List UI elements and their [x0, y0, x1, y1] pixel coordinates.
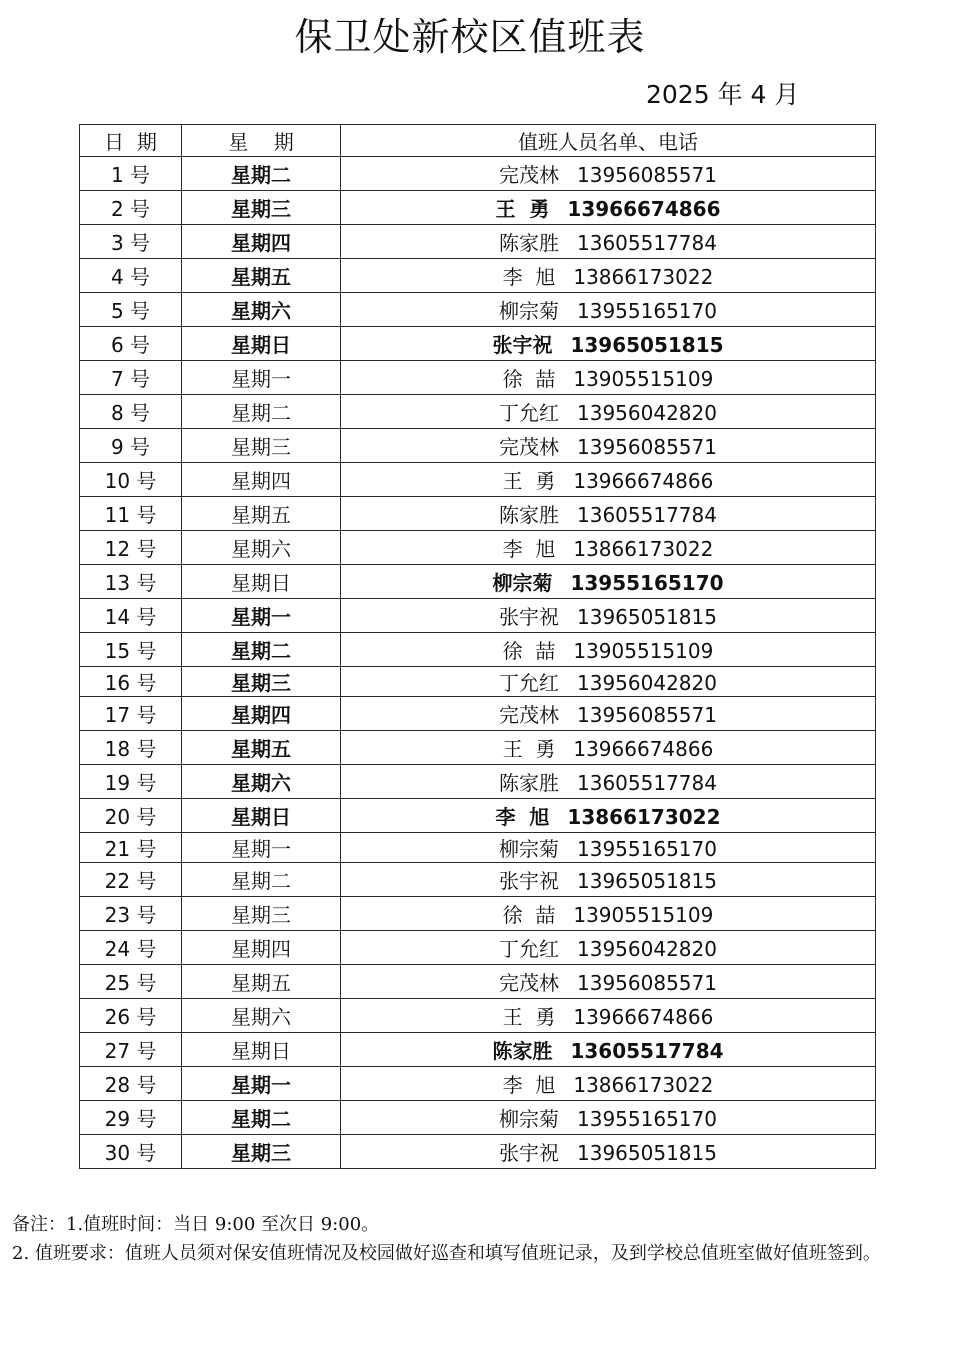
staff-name: 柳宗菊: [499, 837, 559, 861]
cell-duty-staff: [341, 361, 876, 395]
staff-phone: 13605517784: [570, 1039, 724, 1063]
cell-weekday: 星期五: [182, 731, 341, 765]
table-row: [80, 833, 876, 863]
table-row: [80, 361, 876, 395]
table-row: [80, 1067, 876, 1101]
cell-duty-staff: [341, 531, 876, 565]
cell-day: 24 号: [80, 931, 182, 965]
staff-phone: 13866173022: [573, 265, 714, 289]
staff-name: 丁允红: [499, 671, 559, 695]
cell-weekday: 星期三: [182, 429, 341, 463]
table-row: [80, 531, 876, 565]
table-row: [80, 395, 876, 429]
cell-weekday: 星期六: [182, 765, 341, 799]
cell-weekday: 星期三: [182, 897, 341, 931]
staff-phone: 13955165170: [577, 299, 717, 323]
table-row: [80, 565, 876, 599]
cell-day: 12 号: [80, 531, 182, 565]
cell-weekday: 星期六: [182, 293, 341, 327]
cell-weekday: 星期二: [182, 1101, 341, 1135]
staff-phone: 13966674866: [573, 469, 714, 493]
staff-name: 王 勇: [502, 737, 556, 761]
cell-weekday: 星期五: [182, 497, 341, 531]
cell-day: 29 号: [80, 1101, 182, 1135]
cell-duty-staff: [341, 497, 876, 531]
cell-day: 11 号: [80, 497, 182, 531]
cell-weekday: 星期三: [182, 1135, 341, 1169]
staff-name: 张宇祝: [499, 1141, 559, 1165]
cell-duty-staff: [341, 429, 876, 463]
schedule-month: 2025 年 4 月: [646, 80, 800, 109]
staff-name: 王 勇: [502, 469, 556, 493]
cell-duty-staff: [341, 293, 876, 327]
cell-duty-staff: [341, 157, 876, 191]
cell-duty-staff: [341, 633, 876, 667]
table-row: [80, 667, 876, 697]
staff-name: 张宇祝: [499, 605, 559, 629]
cell-weekday: 星期五: [182, 965, 341, 999]
staff-name: 李 旭: [502, 537, 556, 561]
cell-day: 1 号: [80, 157, 182, 191]
cell-weekday: 星期日: [182, 799, 341, 833]
cell-weekday: 星期一: [182, 599, 341, 633]
staff-phone: 13956085571: [577, 163, 717, 187]
cell-duty-staff: [341, 833, 876, 863]
cell-day: 15 号: [80, 633, 182, 667]
remarks: [12, 1210, 960, 1268]
cell-weekday: 星期三: [182, 191, 341, 225]
cell-duty-staff: [341, 965, 876, 999]
table-row: [80, 157, 876, 191]
cell-weekday: 星期二: [182, 395, 341, 429]
staff-name: 徐 喆: [502, 639, 556, 663]
table-row: [80, 765, 876, 799]
staff-phone: 13956042820: [577, 401, 717, 425]
staff-name: 李 旭: [495, 805, 550, 829]
cell-day: 7 号: [80, 361, 182, 395]
staff-phone: 13966674866: [573, 737, 714, 761]
cell-weekday: 星期三: [182, 667, 341, 697]
staff-phone: 13605517784: [577, 771, 717, 795]
cell-day: 6 号: [80, 327, 182, 361]
table-row: [80, 259, 876, 293]
staff-phone: 13866173022: [573, 537, 714, 561]
cell-day: 27 号: [80, 1033, 182, 1067]
staff-name: 陈家胜: [499, 231, 559, 255]
cell-weekday: 星期六: [182, 999, 341, 1033]
staff-phone: 13866173022: [567, 805, 721, 829]
cell-weekday: 星期一: [182, 361, 341, 395]
staff-phone: 13955165170: [577, 1107, 717, 1131]
staff-name: 丁允红: [499, 401, 559, 425]
staff-phone: 13965051815: [570, 333, 724, 357]
header-date: 日 期: [80, 125, 182, 157]
staff-name: 徐 喆: [502, 367, 556, 391]
staff-name: 柳宗菊: [499, 1107, 559, 1131]
staff-name: 李 旭: [502, 1073, 556, 1097]
staff-name: 王 勇: [495, 197, 550, 221]
table-row: [80, 1033, 876, 1067]
table-header-row: [80, 125, 876, 157]
cell-duty-staff: [341, 999, 876, 1033]
staff-phone: 13965051815: [577, 605, 717, 629]
cell-duty-staff: [341, 259, 876, 293]
cell-duty-staff: [341, 799, 876, 833]
cell-duty-staff: [341, 731, 876, 765]
staff-name: 柳宗菊: [492, 571, 553, 595]
cell-weekday: 星期四: [182, 225, 341, 259]
staff-phone: 13966674866: [573, 1005, 714, 1029]
cell-weekday: 星期日: [182, 1033, 341, 1067]
cell-duty-staff: [341, 1101, 876, 1135]
table-row: [80, 965, 876, 999]
staff-name: 陈家胜: [492, 1039, 553, 1063]
cell-weekday: 星期二: [182, 157, 341, 191]
staff-phone: 13955165170: [570, 571, 724, 595]
cell-day: 4 号: [80, 259, 182, 293]
staff-name: 陈家胜: [499, 503, 559, 527]
cell-day: 18 号: [80, 731, 182, 765]
cell-duty-staff: [341, 765, 876, 799]
staff-phone: 13956042820: [577, 671, 717, 695]
table-row: [80, 863, 876, 897]
cell-day: 22 号: [80, 863, 182, 897]
remark-duty-time: 备注：1.值班时间：当日 9:00 至次日 9:00。: [12, 1214, 380, 1235]
staff-phone: 13965051815: [577, 869, 717, 893]
staff-name: 丁允红: [499, 937, 559, 961]
cell-day: 3 号: [80, 225, 182, 259]
cell-weekday: 星期一: [182, 833, 341, 863]
cell-weekday: 星期四: [182, 463, 341, 497]
cell-duty-staff: [341, 565, 876, 599]
staff-phone: 13605517784: [577, 231, 717, 255]
page-title: 保卫处新校区值班表: [294, 15, 646, 59]
remark-duty-requirement: 2. 值班要求：值班人员须对保安值班情况及校园做好巡查和填写值班记录，及到学校总值班室做好值班签到。: [12, 1243, 881, 1264]
cell-weekday: 星期二: [182, 863, 341, 897]
staff-phone: 13956085571: [577, 971, 717, 995]
duty-roster-table: [79, 124, 876, 1169]
cell-duty-staff: [341, 667, 876, 697]
staff-phone: 13866173022: [573, 1073, 714, 1097]
cell-day: 8 号: [80, 395, 182, 429]
cell-duty-staff: [341, 863, 876, 897]
cell-duty-staff: [341, 191, 876, 225]
staff-phone: 13965051815: [577, 1141, 717, 1165]
cell-duty-staff: [341, 395, 876, 429]
staff-name: 完茂林: [499, 435, 559, 459]
staff-name: 完茂林: [499, 703, 559, 727]
header-weekday: 星 期: [182, 125, 341, 157]
staff-phone: 13905515109: [573, 903, 714, 927]
table-row: [80, 191, 876, 225]
cell-day: 17 号: [80, 697, 182, 731]
cell-duty-staff: [341, 599, 876, 633]
cell-day: 28 号: [80, 1067, 182, 1101]
cell-duty-staff: [341, 1135, 876, 1169]
cell-duty-staff: [341, 897, 876, 931]
header-duty-staff: 值班人员名单、电话: [341, 125, 876, 157]
table-row: [80, 429, 876, 463]
cell-day: 16 号: [80, 667, 182, 697]
staff-name: 张宇祝: [492, 333, 553, 357]
staff-phone: 13956085571: [577, 435, 717, 459]
table-row: [80, 633, 876, 667]
staff-name: 柳宗菊: [499, 299, 559, 323]
cell-weekday: 星期五: [182, 259, 341, 293]
cell-duty-staff: [341, 225, 876, 259]
table-row: [80, 327, 876, 361]
staff-phone: 13905515109: [573, 367, 714, 391]
staff-name: 李 旭: [502, 265, 556, 289]
cell-weekday: 星期二: [182, 633, 341, 667]
staff-name: 陈家胜: [499, 771, 559, 795]
cell-duty-staff: [341, 697, 876, 731]
table-row: [80, 931, 876, 965]
table-row: [80, 1135, 876, 1169]
cell-day: 19 号: [80, 765, 182, 799]
cell-weekday: 星期四: [182, 931, 341, 965]
table-row: [80, 599, 876, 633]
cell-duty-staff: [341, 1067, 876, 1101]
cell-day: 23 号: [80, 897, 182, 931]
table-row: [80, 497, 876, 531]
staff-name: 王 勇: [502, 1005, 556, 1029]
cell-weekday: 星期日: [182, 327, 341, 361]
table-row: [80, 999, 876, 1033]
staff-phone: 13956085571: [577, 703, 717, 727]
table-row: [80, 463, 876, 497]
cell-day: 5 号: [80, 293, 182, 327]
table-row: [80, 697, 876, 731]
table-row: [80, 225, 876, 259]
cell-duty-staff: [341, 1033, 876, 1067]
table-row: [80, 799, 876, 833]
staff-phone: 13905515109: [573, 639, 714, 663]
staff-name: 张宇祝: [499, 869, 559, 893]
staff-name: 完茂林: [499, 163, 559, 187]
cell-weekday: 星期六: [182, 531, 341, 565]
table-row: [80, 731, 876, 765]
cell-day: 10 号: [80, 463, 182, 497]
staff-phone: 13956042820: [577, 937, 717, 961]
cell-duty-staff: [341, 327, 876, 361]
staff-phone: 13966674866: [567, 197, 721, 221]
cell-day: 30 号: [80, 1135, 182, 1169]
staff-name: 完茂林: [499, 971, 559, 995]
cell-day: 26 号: [80, 999, 182, 1033]
cell-day: 9 号: [80, 429, 182, 463]
staff-phone: 13605517784: [577, 503, 717, 527]
cell-weekday: 星期一: [182, 1067, 341, 1101]
table-row: [80, 1101, 876, 1135]
cell-duty-staff: [341, 463, 876, 497]
cell-day: 13 号: [80, 565, 182, 599]
cell-day: 21 号: [80, 833, 182, 863]
cell-weekday: 星期四: [182, 697, 341, 731]
staff-name: 徐 喆: [502, 903, 556, 927]
cell-duty-staff: [341, 931, 876, 965]
staff-phone: 13955165170: [577, 837, 717, 861]
cell-day: 20 号: [80, 799, 182, 833]
cell-weekday: 星期日: [182, 565, 341, 599]
cell-day: 2 号: [80, 191, 182, 225]
table-row: [80, 897, 876, 931]
roster-body: [80, 157, 876, 1169]
cell-day: 25 号: [80, 965, 182, 999]
table-row: [80, 293, 876, 327]
cell-day: 14 号: [80, 599, 182, 633]
